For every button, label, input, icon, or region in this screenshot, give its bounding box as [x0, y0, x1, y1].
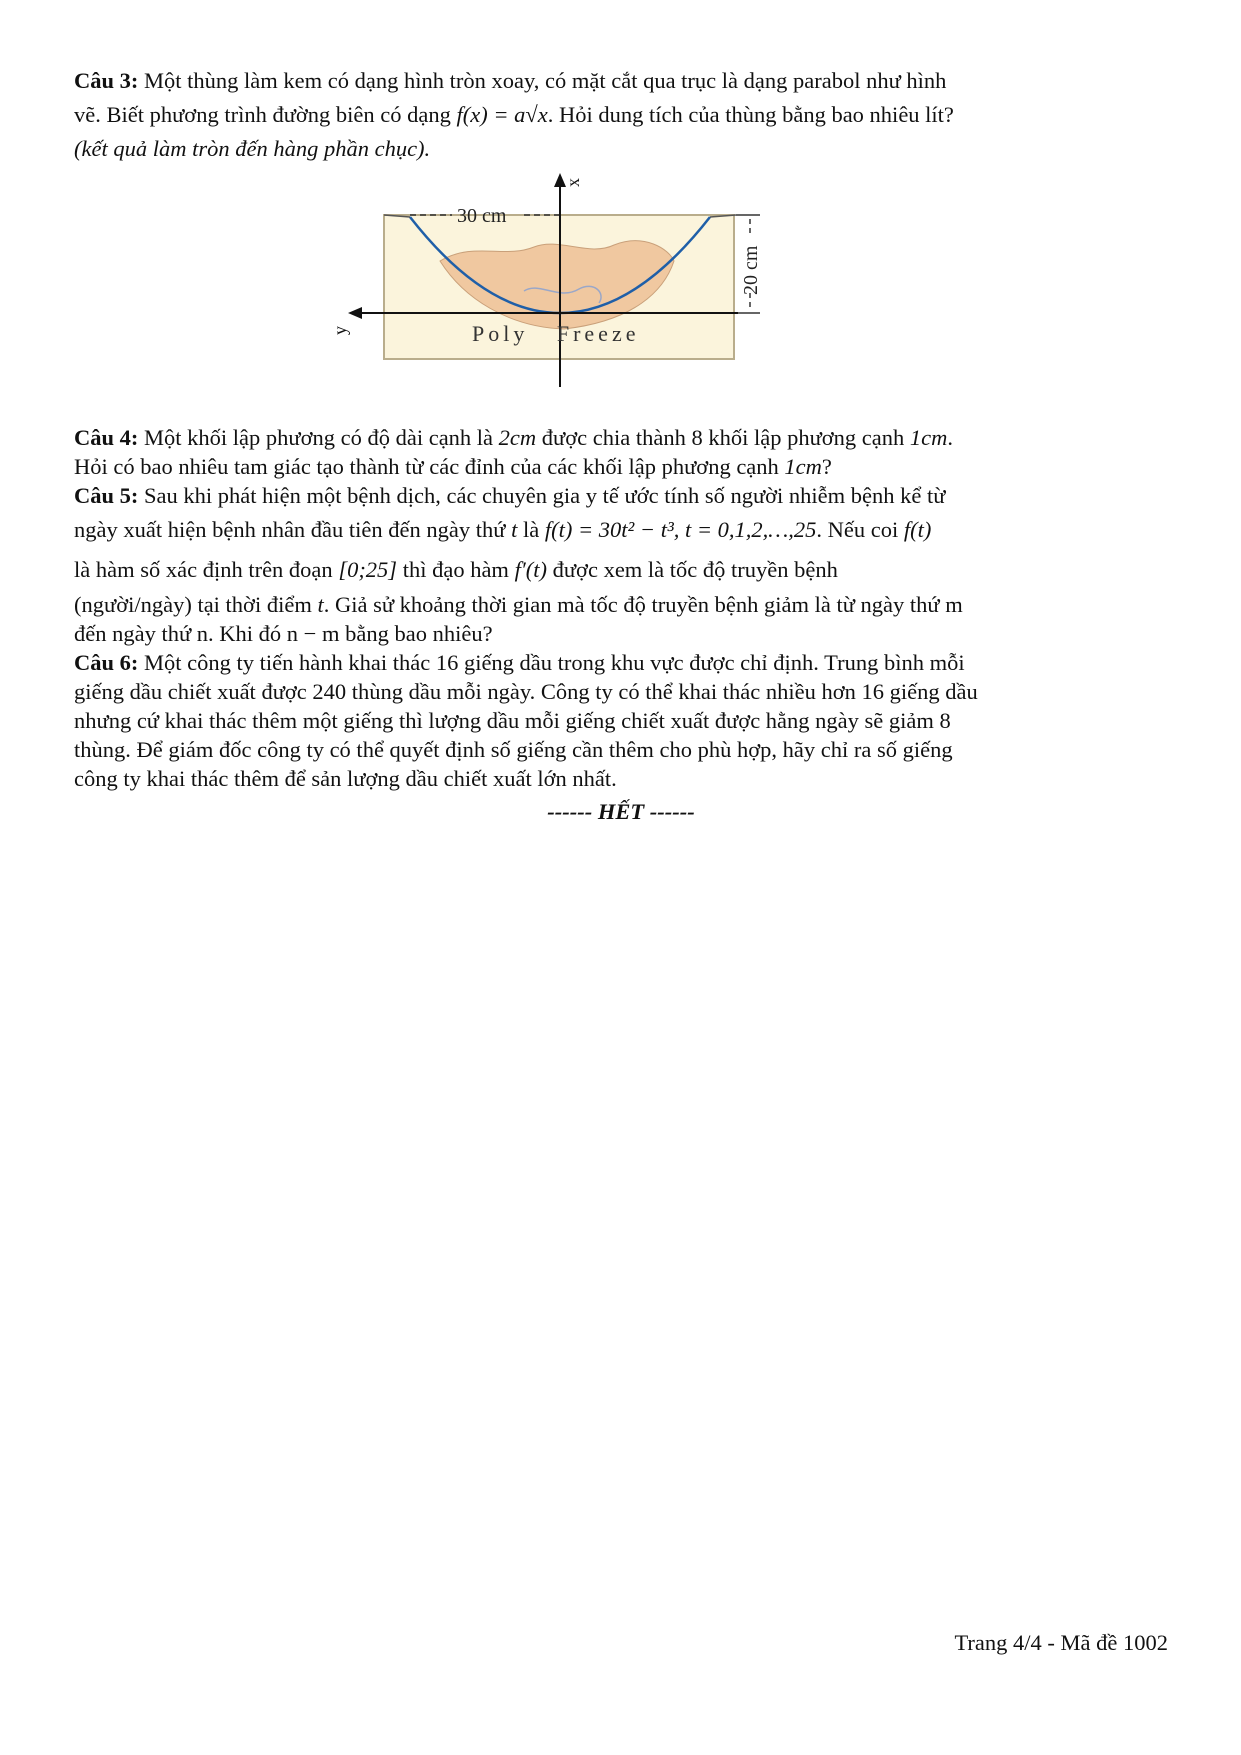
question-3-line-1 [74, 64, 1168, 98]
question-4-edge-2: 1cm [909, 425, 948, 450]
question-4-text-2a: Hỏi có bao nhiêu tam giác tạo thành từ các đỉnh của các khối lập phương cạnh [74, 454, 785, 479]
question-6-line-1 [74, 648, 1168, 677]
question-6-line-5: công ty khai thác thêm để sản lượng dầu chiết xuất lớn nhất. [74, 766, 617, 791]
question-5-text-4a: (người/ngày) tại thời điểm [74, 592, 318, 617]
question-3 [74, 64, 1168, 165]
question-3-label: Câu 3: [74, 68, 139, 93]
x-axis-label: x [563, 178, 583, 187]
y-axis-arrow [348, 307, 362, 319]
page-footer: Trang 4/4 - Mã đề 1002 [954, 1630, 1168, 1655]
question-4-line-2 [74, 452, 1168, 481]
question-6-text-1: Một công ty tiến hành khai thác 16 giếng dầu trong khu vực được chỉ định. Trung bình mỗi [138, 650, 965, 675]
question-5-line-4 [74, 590, 1168, 619]
question-4 [74, 423, 1168, 481]
question-5-line-5 [74, 619, 1168, 648]
question-6-line-4: thùng. Để giám đốc công ty có thể quyết định số giếng cần thêm cho phù hợp, hãy chỉ ra số giếng [74, 737, 953, 762]
question-5-line-3 [74, 550, 1168, 590]
question-3-note: (kết quả làm tròn đến hàng phần chục). [74, 136, 431, 161]
question-4-text-1a: Một khối lập phương có độ dài cạnh là [138, 425, 499, 450]
question-5-text-3c: được xem là tốc độ truyền bệnh [546, 557, 838, 582]
width-label: 30 cm [457, 205, 507, 227]
question-3-text-2a: vẽ. Biết phương trình đường biên có dạng [74, 102, 457, 127]
end-mark: ------ HẾT ------ [547, 799, 695, 824]
question-6-line-2: giếng dầu chiết xuất được 240 thùng dầu mỗi ngày. Công ty có thể khai thác nhiều hơn 16 giếng dầu [74, 679, 978, 704]
question-5-interval: [0;25] [338, 557, 398, 582]
question-5-ft: f(t) [903, 517, 932, 542]
bucket-diagram [330, 171, 844, 419]
question-5-text-1: Sau khi phát hiện một bệnh dịch, các chuyên gia y tế ước tính số người nhiễm bệnh kể từ [138, 483, 946, 508]
question-4-text-1b: được chia thành 8 khối lập phương cạnh [536, 425, 910, 450]
question-5-text-2a: ngày xuất hiện bệnh nhân đầu tiên đến ngày thứ [74, 517, 512, 542]
question-5-n-minus-m: n − m [286, 621, 340, 646]
question-5-text-3b: thì đạo hàm [397, 557, 515, 582]
question-3-text-1: Một thùng làm kem có dạng hình tròn xoay, có mặt cắt qua trục là dạng parabol như hình [138, 68, 947, 93]
question-5 [74, 481, 1168, 648]
question-5-var-t-2: t [317, 592, 324, 617]
question-5-text-4b: . Giả sử khoảng thời gian mà tốc độ truyền bệnh giảm là từ ngày thứ m [323, 592, 963, 617]
question-4-line-1 [74, 423, 1168, 452]
question-4-edge-3: 1cm [784, 454, 822, 479]
question-5-text-3a: là hàm số xác định trên đoạn [74, 557, 339, 582]
question-4-label: Câu 4: [74, 425, 139, 450]
question-4-text-2b: ? [821, 454, 832, 479]
question-3-text-2b: . Hỏi dung tích của thùng bằng bao nhiêu lít? [547, 102, 954, 127]
question-5-text-2c: . Nếu coi [816, 517, 904, 542]
question-6-line-3: nhưng cứ khai thác thêm một giếng thì lượng dầu mỗi giếng chiết xuất được hằng ngày sẽ giảm 8 [74, 708, 951, 733]
question-5-text-2b: là [517, 517, 545, 542]
question-5-text-5b: bằng bao nhiêu? [339, 621, 493, 646]
question-6-label: Câu 6: [74, 650, 139, 675]
brand-label: Poly Freeze [472, 321, 640, 346]
question-5-line-2 [74, 510, 1168, 550]
y-axis-label: y [330, 326, 350, 335]
question-3-formula: f(x) = a√x [456, 102, 548, 127]
question-5-text-5a: đến ngày thứ n. Khi đó [74, 621, 287, 646]
question-5-formula: f(t) = 30t² − t³, t = 0,1,2,…,25 [544, 517, 817, 542]
question-4-edge-1: 2cm [498, 425, 537, 450]
question-4-text-1c: . [947, 425, 954, 450]
exam-page [74, 64, 1168, 828]
question-5-derivative: f′(t) [514, 557, 547, 582]
ice-cream-bucket-figure [74, 171, 1168, 419]
question-6 [74, 648, 1168, 793]
question-5-var-t: t [511, 517, 518, 542]
question-5-label: Câu 5: [74, 483, 139, 508]
question-5-line-1 [74, 481, 1168, 510]
height-label: 20 cm [740, 245, 762, 295]
question-3-line-2 [74, 98, 1168, 132]
